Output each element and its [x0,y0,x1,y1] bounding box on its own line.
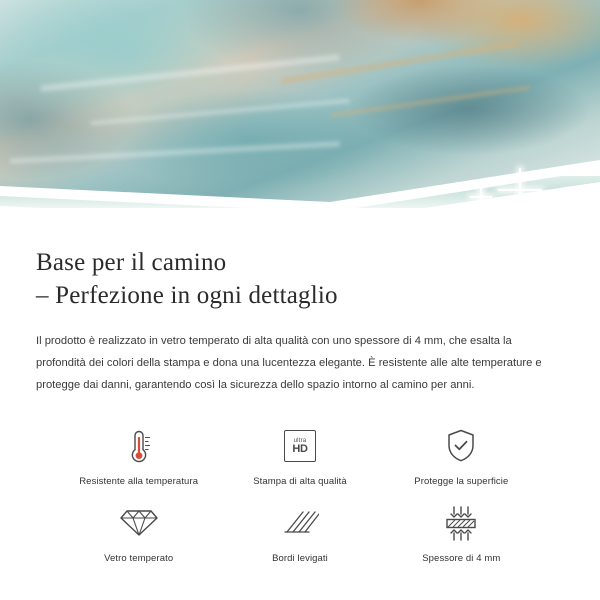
feature-item-high-quality-print [219,424,380,487]
feature-label: Protegge la superficie [414,476,509,487]
feature-item-tempered-glass [58,501,219,564]
feature-item-thickness [381,501,542,564]
description-paragraph: Il prodotto è realizzato in vetro temperato di alta qualità con uno spessore di 4 mm, che esalta la profondità dei colori della stampa e dona una lucentezza elegante. È resistente alle alte temperature e protegge dai danni, garantendo così la sicurezza dello spazio intorno al camino per anni. [36,335,542,391]
page-title [36,246,564,312]
feature-item-polished-edges [219,501,380,564]
feature-label: Vetro temperato [104,553,174,564]
ultra-hd-icon [284,424,316,468]
hero-image [0,0,600,218]
ultra-hd-top-label: ultra [293,437,307,444]
feature-label: Resistente alla temperatura [79,476,199,487]
thermometer-icon [122,424,156,468]
feature-label: Bordi levigati [272,553,328,564]
feature-label: Spessore di 4 mm [422,553,501,564]
shield-check-icon [444,424,478,468]
feature-item-surface-protection [381,424,542,487]
feature-grid [36,424,564,564]
polished-edges-icon [281,501,319,545]
ultra-hd-bottom-label: HD [292,442,308,455]
feature-item-temperature-resistant [58,424,219,487]
diamond-icon [120,501,158,545]
headline-line-2: – Perfezione in ogni dettaglio [36,282,338,309]
headline-line-1: Base per il camino [36,249,227,276]
description-content [0,218,600,564]
feature-label: Stampa di alta qualità [253,476,347,487]
thickness-icon [442,501,480,545]
